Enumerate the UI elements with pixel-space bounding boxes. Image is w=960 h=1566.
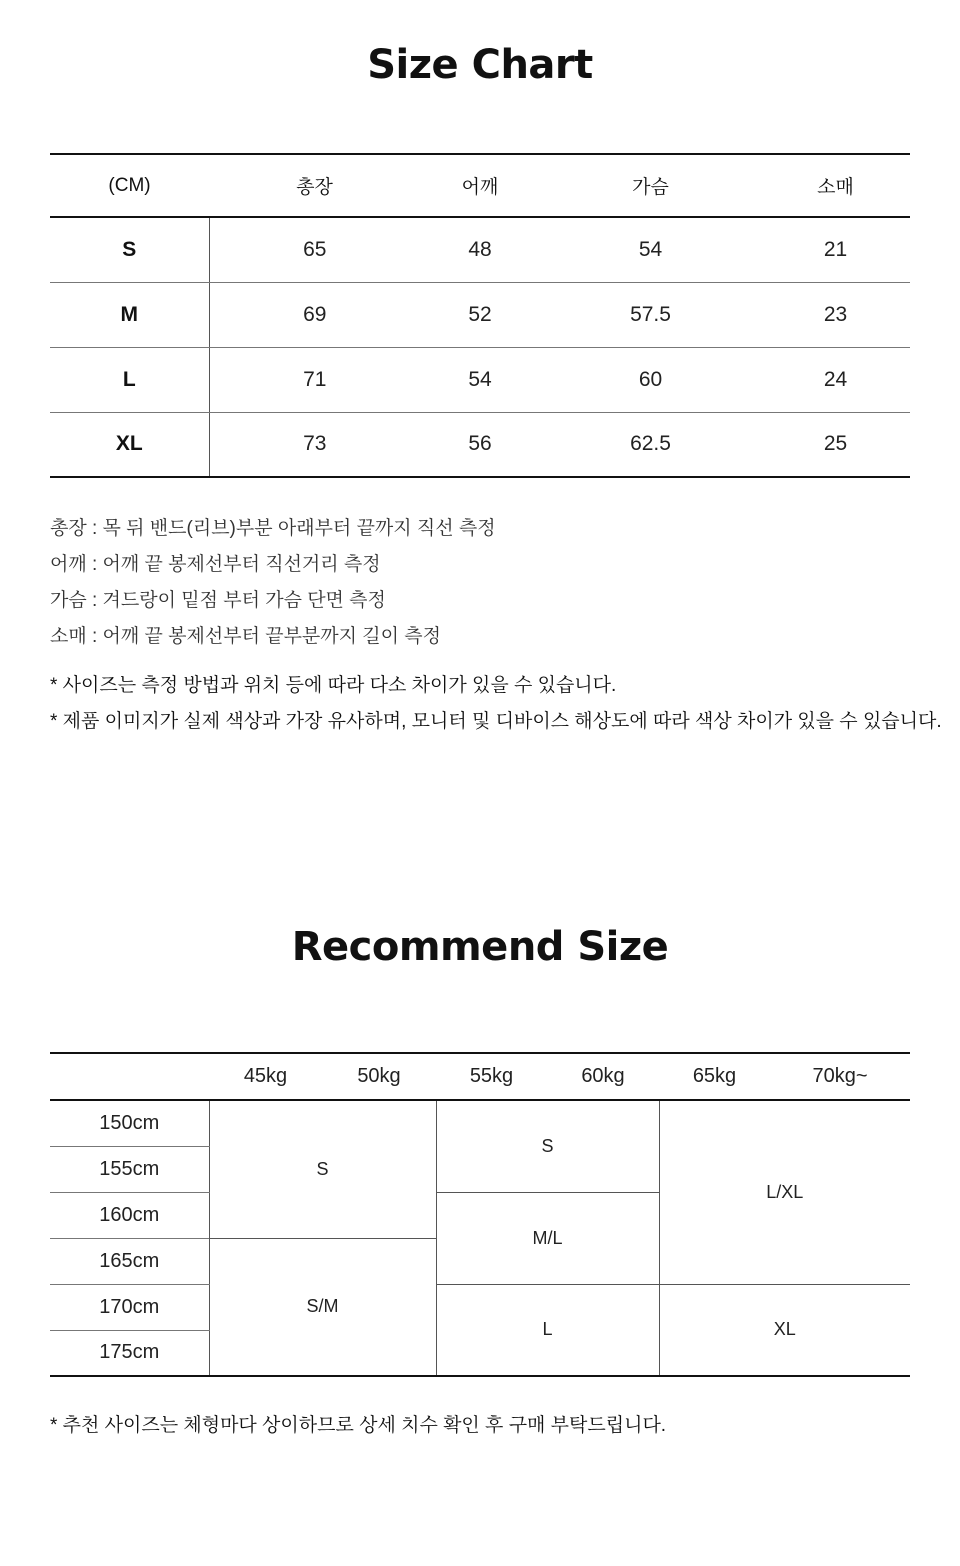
shoulder-value: 54	[420, 347, 540, 412]
length-value: 69	[209, 282, 420, 347]
recommend-cell: S/M	[209, 1238, 436, 1376]
height-label: 165cm	[50, 1238, 209, 1284]
shoulder-value: 48	[420, 217, 540, 282]
header-sleeve: 소매	[761, 154, 910, 217]
note-length: 총장 : 목 뒤 밴드(리브)부분 아래부터 끝까지 직선 측정	[50, 518, 496, 539]
table-row	[50, 412, 910, 477]
weight-header: 60kg	[547, 1053, 659, 1100]
table-row	[50, 1284, 910, 1330]
sleeve-value: 24	[761, 347, 910, 412]
size-chart-table	[50, 153, 910, 478]
length-value: 65	[209, 217, 420, 282]
caveat-color: * 제품 이미지가 실제 색상과 가장 유사하며, 모니터 및 디바이스 해상도에 따라 색상 차이가 있을 수 있습니다.	[50, 711, 942, 732]
size-label: XL	[50, 412, 209, 477]
recommend-cell: L	[436, 1284, 659, 1376]
weight-header: 55kg	[436, 1053, 547, 1100]
caveats	[50, 668, 942, 740]
sleeve-value: 25	[761, 412, 910, 477]
recommend-cell: S	[209, 1100, 436, 1238]
recommend-cell: M/L	[436, 1192, 659, 1284]
table-row	[50, 1100, 910, 1146]
weight-header: 65kg	[659, 1053, 770, 1100]
height-label: 150cm	[50, 1100, 209, 1146]
shoulder-value: 52	[420, 282, 540, 347]
height-label: 175cm	[50, 1330, 209, 1376]
header-chest: 가슴	[540, 154, 761, 217]
chest-value: 54	[540, 217, 761, 282]
size-label: M	[50, 282, 209, 347]
size-chart-title: Size Chart	[367, 42, 593, 88]
shoulder-value: 56	[420, 412, 540, 477]
recommend-cell: S	[436, 1100, 659, 1192]
measurement-notes	[50, 511, 930, 655]
weight-header: 70kg~	[770, 1053, 910, 1100]
caveat-measurement: * 사이즈는 측정 방법과 위치 등에 따라 다소 차이가 있을 수 있습니다.	[50, 675, 617, 696]
header-length: 총장	[209, 154, 420, 217]
chest-value: 62.5	[540, 412, 761, 477]
size-label: L	[50, 347, 209, 412]
size-label: S	[50, 217, 209, 282]
table-row	[50, 217, 910, 282]
height-label: 155cm	[50, 1146, 209, 1192]
header-unit: (CM)	[50, 154, 209, 217]
sleeve-value: 23	[761, 282, 910, 347]
length-value: 73	[209, 412, 420, 477]
header-corner	[50, 1053, 209, 1100]
chest-value: 60	[540, 347, 761, 412]
recommend-cell: L/XL	[659, 1100, 910, 1284]
height-label: 160cm	[50, 1192, 209, 1238]
length-value: 71	[209, 347, 420, 412]
note-sleeve: 소매 : 어깨 끝 봉제선부터 끝부분까지 길이 측정	[50, 626, 441, 647]
sleeve-value: 21	[761, 217, 910, 282]
weight-header-row	[50, 1053, 910, 1100]
header-shoulder: 어깨	[420, 154, 540, 217]
size-chart-header-row	[50, 154, 910, 217]
chest-value: 57.5	[540, 282, 761, 347]
table-row	[50, 282, 910, 347]
recommend-footnote: * 추천 사이즈는 체형마다 상이하므로 상세 치수 확인 후 구매 부탁드립니다.	[50, 1415, 667, 1436]
table-row	[50, 347, 910, 412]
recommend-size-table	[50, 1052, 910, 1377]
note-shoulder: 어깨 : 어깨 끝 봉제선부터 직선거리 측정	[50, 554, 381, 575]
recommend-size-title: Recommend Size	[291, 924, 669, 970]
recommend-cell: XL	[659, 1284, 910, 1376]
weight-header: 50kg	[322, 1053, 436, 1100]
height-label: 170cm	[50, 1284, 209, 1330]
weight-header: 45kg	[209, 1053, 322, 1100]
note-chest: 가슴 : 겨드랑이 밑점 부터 가슴 단면 측정	[50, 590, 386, 611]
